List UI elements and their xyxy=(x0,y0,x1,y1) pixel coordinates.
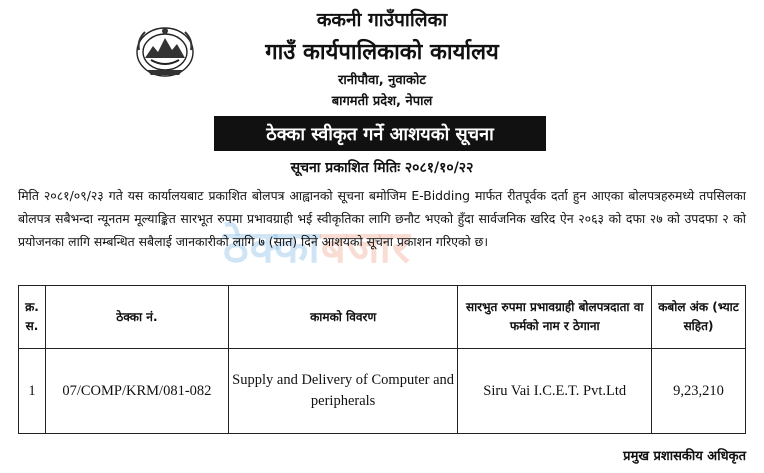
office-name: गाउँ कार्यपालिकाको कार्यालय xyxy=(265,40,499,65)
municipality-name: ककनी गाउँपालिका xyxy=(316,9,448,31)
table-row xyxy=(19,349,746,434)
cell-amount: 9,23,210 xyxy=(652,349,746,434)
address-line-2: बागमती प्रदेश, नेपाल xyxy=(331,94,433,109)
notice-body: मिति २०८१/०९/२३ गते यस कार्यालयबाट प्रकाशित बोलपत्र आह्वानको सूचना बमोजिम E-Bidding मार्फत रीतपूर्वक दर्ता हुन आएका बोलपत्रहरुमध्ये तपसिलका बोलपत्र सबैभन्दा न्यूनतम मूल्याङ्कित सारभूत रुपमा प्रभावग्राही भई स्वीकृतिका लागि छनौट भएको हुँदा सार्वजनिक खरिद ऐन २०६३ को दफा २७ को उपदफा २ को प्रयोजनका लागि सम्बन्धित सबैलाई जानकारीको लागि ७ (सात) दिने आशयको सूचना प्रकाशन गरिएको छ। xyxy=(18,188,746,249)
cell-sn: 1 xyxy=(19,349,46,434)
header-description: कामको विवरण xyxy=(228,286,458,349)
header-amount: कबोल अंक (भ्याट सहित) xyxy=(652,286,746,349)
notice-title: ठेक्का स्वीकृत गर्ने आशयको सूचना xyxy=(214,116,546,151)
table-header-row xyxy=(19,286,746,349)
header-sn: क्र. स. xyxy=(19,286,46,349)
tender-table xyxy=(18,285,746,434)
address-line-1: रानीपौवा, नुवाकोट xyxy=(338,73,426,88)
signatory: प्रमुख प्रशासकीय अधिकृत xyxy=(623,449,746,464)
header-bidder: सारभुत रुपमा प्रभावग्राही बोलपत्रदाता वा फर्मको नाम र ठेगाना xyxy=(458,286,652,349)
cell-contract-no: 07/COMP/KRM/081-082 xyxy=(45,349,228,434)
cell-description: Supply and Delivery of Computer and peripherals xyxy=(228,349,458,434)
cell-bidder: Siru Vai I.C.E.T. Pvt.Ltd xyxy=(458,349,652,434)
header-contract-no: ठेक्का नं. xyxy=(45,286,228,349)
watermark-part-1: ठेक्का xyxy=(223,222,321,273)
published-date: सूचना प्रकाशित मितिः २०८१/१०/२२ xyxy=(290,160,474,176)
watermark-part-2: बजार xyxy=(320,222,411,273)
